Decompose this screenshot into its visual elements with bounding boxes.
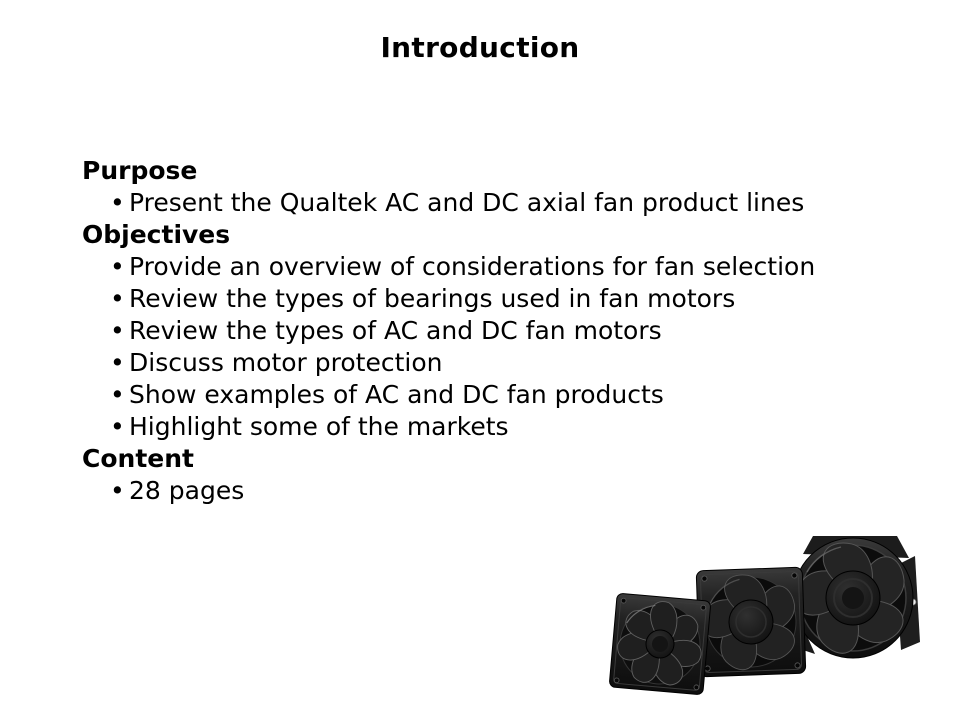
bullet-text: Present the Qualtek AC and DC axial fan product lines — [129, 188, 805, 217]
list-item — [82, 187, 902, 219]
bullet-icon: • — [110, 252, 125, 281]
page-title: Introduction — [380, 31, 580, 64]
fan-products-image — [596, 532, 932, 716]
list-item — [82, 315, 902, 347]
bullet-icon: • — [110, 476, 125, 505]
section-heading-objectives: Objectives — [82, 220, 231, 249]
bullet-icon: • — [110, 412, 125, 441]
bullet-icon: • — [110, 188, 125, 217]
list-item — [82, 283, 902, 315]
section-heading-content: Content — [82, 444, 194, 473]
bullet-icon: • — [110, 380, 125, 409]
list-item — [82, 475, 902, 507]
list-item — [82, 251, 902, 283]
bullet-icon: • — [110, 348, 125, 377]
list-item — [82, 411, 902, 443]
bullet-text: Discuss motor protection — [129, 348, 443, 377]
bullet-icon: • — [110, 316, 125, 345]
bullet-text: Provide an overview of considerations for fan selection — [129, 252, 816, 281]
medium-square-axial-fan — [693, 567, 806, 678]
bullet-text: Show examples of AC and DC fan products — [129, 380, 664, 409]
bullet-text: 28 pages — [129, 476, 245, 505]
list-item — [82, 379, 902, 411]
list-item — [82, 347, 902, 379]
small-square-axial-fan — [609, 592, 711, 694]
section-objectives — [82, 219, 902, 443]
section-content — [82, 443, 902, 507]
bullet-text: Review the types of bearings used in fan motors — [129, 284, 736, 313]
slide-body — [82, 155, 902, 507]
bullet-text: Highlight some of the markets — [129, 412, 509, 441]
bullet-text: Review the types of AC and DC fan motors — [129, 316, 662, 345]
bullet-icon: • — [110, 284, 125, 313]
large-round-axial-fan — [787, 536, 920, 661]
section-purpose — [82, 155, 902, 219]
section-heading-purpose: Purpose — [82, 156, 198, 185]
